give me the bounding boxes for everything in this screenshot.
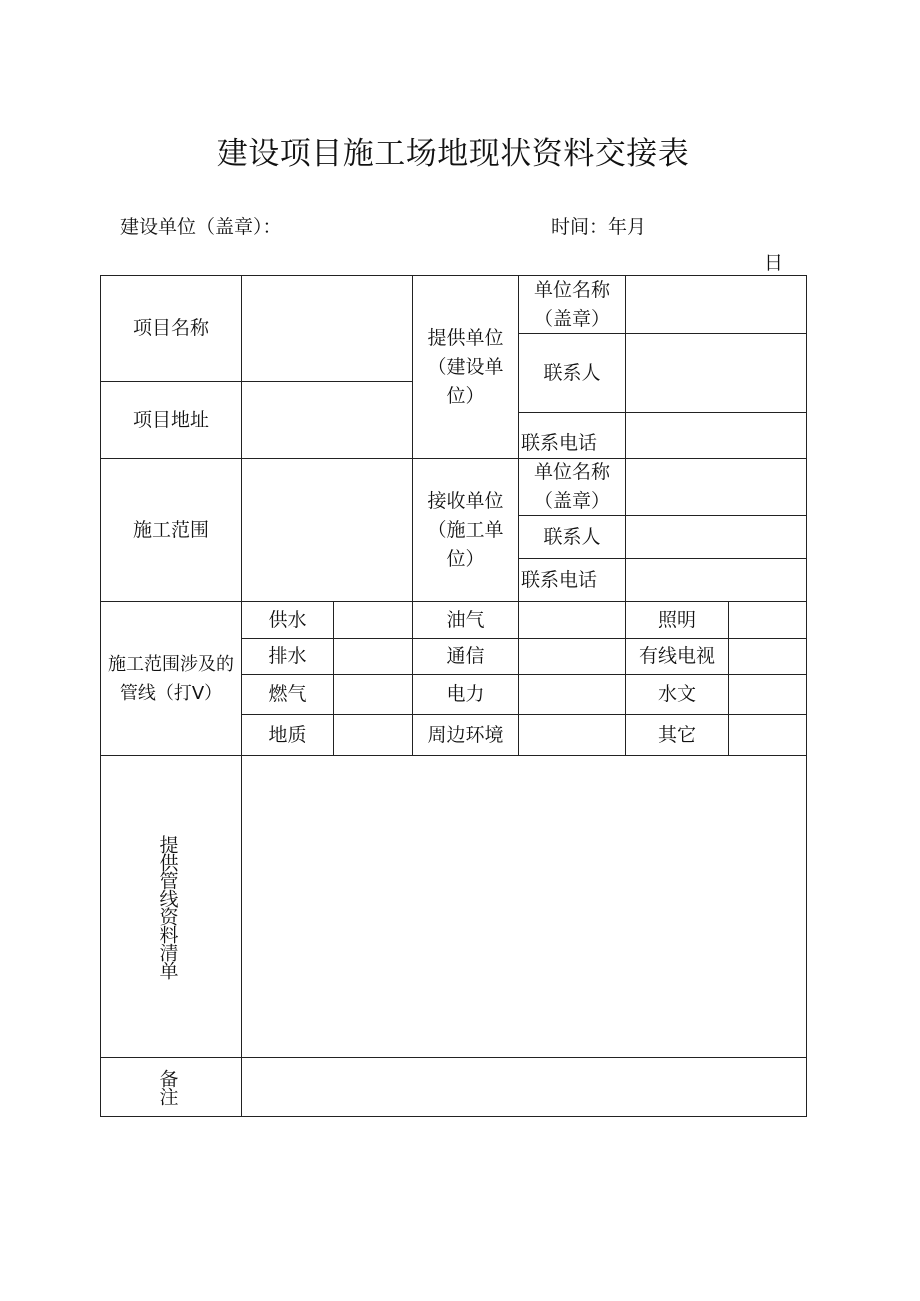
provider-unit-name-value[interactable] bbox=[626, 276, 806, 333]
pipeline-oil-gas-label: 油气 bbox=[446, 608, 485, 631]
pipeline-docs-label: 提供管线资料清单 bbox=[156, 834, 179, 979]
provider-label: 提供单位（建设单位） bbox=[427, 326, 504, 407]
pipeline-water-supply-check[interactable] bbox=[334, 602, 412, 638]
provider-unit-name-label: 单位名称（盖章） bbox=[533, 278, 610, 330]
construction-scope-value[interactable] bbox=[242, 459, 412, 601]
pipeline-docs-value[interactable] bbox=[242, 756, 806, 1057]
provider-phone-label: 联系电话 bbox=[521, 432, 598, 454]
pipeline-docs-label-cell bbox=[101, 756, 241, 1057]
table-border-right bbox=[806, 275, 807, 1117]
provider-phone-value[interactable] bbox=[626, 413, 806, 458]
pipeline-geology-label: 地质 bbox=[268, 723, 307, 746]
pipeline-other-label: 其它 bbox=[657, 723, 696, 746]
receiver-contact-label: 联系人 bbox=[543, 525, 601, 548]
pipeline-lighting-label: 照明 bbox=[657, 608, 696, 631]
receiver-unit-name-label: 单位名称（盖章） bbox=[533, 461, 610, 512]
day-label: 日 bbox=[764, 252, 784, 274]
pipeline-cable-tv-label: 有线电视 bbox=[638, 645, 715, 667]
pipeline-water-supply-label: 供水 bbox=[268, 608, 307, 631]
pipeline-lighting-check[interactable] bbox=[729, 602, 806, 638]
receiver-phone-value[interactable] bbox=[626, 559, 806, 601]
pipeline-gas-check[interactable] bbox=[334, 675, 412, 714]
pipeline-power-label: 电力 bbox=[446, 683, 485, 705]
pipelines-label: 施工范围涉及的管线（打V） bbox=[108, 653, 234, 704]
pipeline-surroundings-check[interactable] bbox=[519, 715, 625, 755]
provider-contact-value[interactable] bbox=[626, 334, 806, 412]
pipeline-geology-check[interactable] bbox=[334, 715, 412, 755]
receiver-contact-value[interactable] bbox=[626, 516, 806, 558]
provider-contact-label: 联系人 bbox=[543, 361, 601, 384]
remarks-value[interactable] bbox=[242, 1058, 806, 1116]
construction-scope-label: 施工范围 bbox=[132, 518, 209, 541]
project-address-label: 项目地址 bbox=[132, 408, 209, 431]
pipeline-hydrology-label: 水文 bbox=[657, 683, 696, 705]
pipeline-gas-label: 燃气 bbox=[268, 683, 307, 705]
project-name-value[interactable] bbox=[242, 276, 412, 381]
org-label: 建设单位（盖章）： bbox=[120, 216, 282, 238]
pipeline-other-check[interactable] bbox=[729, 715, 806, 755]
remarks-label: 备注 bbox=[156, 1069, 179, 1105]
project-address-value[interactable] bbox=[242, 382, 412, 458]
pipeline-oil-gas-check[interactable] bbox=[519, 602, 625, 638]
project-name-label: 项目名称 bbox=[132, 317, 209, 339]
receiver-phone-label: 联系电话 bbox=[521, 568, 598, 591]
pipeline-cable-tv-check[interactable] bbox=[729, 639, 806, 674]
pipeline-drainage-check[interactable] bbox=[334, 639, 412, 674]
receiver-unit-name-value[interactable] bbox=[626, 459, 806, 515]
pipeline-surroundings-label: 周边环境 bbox=[427, 723, 504, 746]
receiver-label: 接收单位（施工单位） bbox=[427, 489, 504, 570]
table-border-bottom bbox=[100, 1116, 807, 1117]
pipeline-telecom-check[interactable] bbox=[519, 639, 625, 674]
pipeline-power-check[interactable] bbox=[519, 675, 625, 714]
pipeline-drainage-label: 排水 bbox=[268, 645, 307, 667]
pipeline-hydrology-check[interactable] bbox=[729, 675, 806, 714]
pipeline-telecom-label: 通信 bbox=[446, 645, 485, 667]
time-label: 时间：年月 bbox=[551, 216, 647, 238]
page-title: 建设项目施工场地现状资料交接表 bbox=[216, 136, 690, 172]
remarks-label-cell bbox=[101, 1058, 241, 1116]
